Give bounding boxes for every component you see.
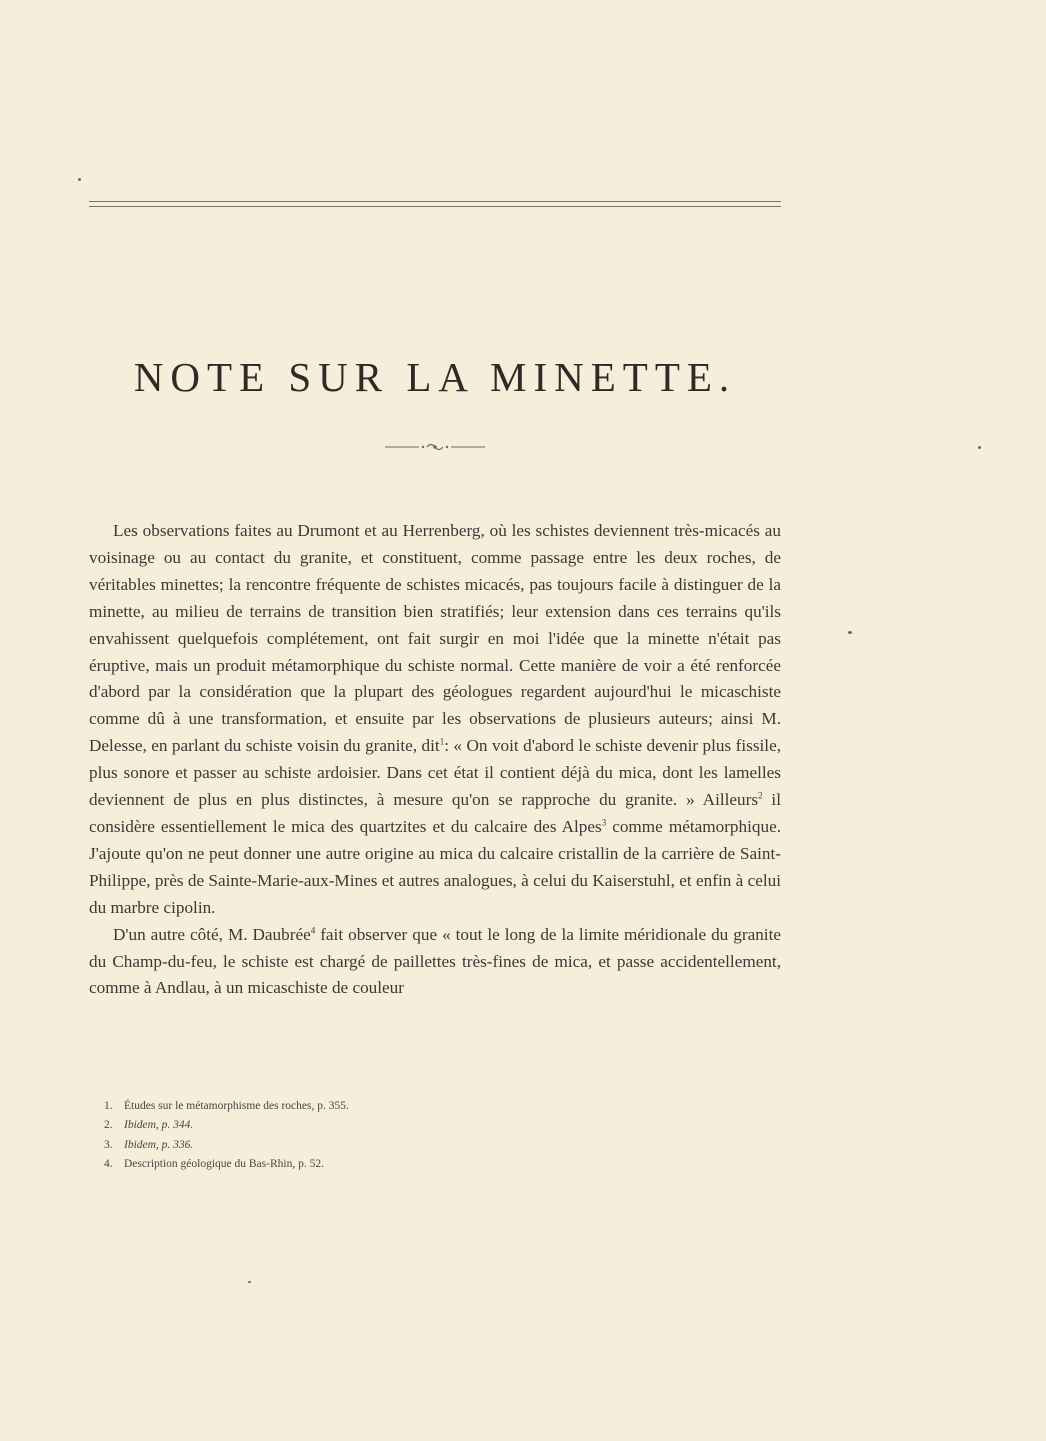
paragraph-1	[89, 518, 781, 922]
page-title: NOTE SUR LA MINETTE.	[133, 354, 737, 400]
footnote-2-number: 2.	[104, 1119, 113, 1132]
paragraph-1-text-3: il considère essentiellement le mica des quartzites et du calcaire des Alpes	[89, 790, 781, 836]
footnote-1-number: 1.	[104, 1100, 113, 1112]
footnote-3-number: 3.	[104, 1138, 113, 1151]
header-rule-secondary	[89, 206, 781, 207]
paper-speck	[78, 178, 81, 181]
footnote-4	[104, 1155, 764, 1174]
footnote-3-text: Ibidem, p. 336.	[124, 1138, 194, 1151]
footnote-ref-2: 2	[758, 790, 763, 801]
title-ornament-icon	[385, 440, 485, 454]
footnote-4-number: 4.	[104, 1158, 113, 1171]
paragraph-2-text-2: fait observer que « tout le long de la limite méridionale du granite du Champ-du-feu, le schiste est chargé de paillettes très-fines de mica, et passe accidentellement, comme à Andlau, à un micaschiste de couleur	[89, 924, 781, 998]
paper-speck	[248, 1281, 251, 1283]
footnote-1-text: Études sur le métamorphisme des roches, p. 355.	[124, 1100, 349, 1112]
paragraph-1-text-2: : « On voit d'abord le schiste devenir plus fissile, plus sonore et passer au schiste ardoisier. Dans cet état il contient déjà du mica, dont les lamelles deviennent de plus en plus distinctes, à mesure qu'on se rapproche du granite. » Ailleurs	[89, 736, 781, 810]
footnotes	[104, 1097, 764, 1175]
paragraph-2-text-1: D'un autre côté, M. Daubrée	[113, 924, 311, 944]
footnote-2-text: Ibidem, p. 344.	[124, 1119, 194, 1132]
body-text	[89, 518, 781, 1002]
footnote-ref-3: 3	[601, 817, 607, 828]
paper-speck	[978, 446, 981, 449]
footnote-3	[104, 1136, 764, 1155]
footnote-ref-4: 4	[310, 924, 316, 935]
footnote-2	[104, 1116, 764, 1135]
paragraph-1-text-1: Les observations faites au Drumont et au Herrenberg, où les schistes deviennent très-micacés au voisinage ou au contact du granite, et constituent, comme passage entre les deux roches, de véritables minettes; la rencontre fréquente de schistes micacés, pas toujours facile à distinguer de la minette, au milieu de terrains de transition bien stratifiés; leur extension dans ces terrains qu'ils envahissent quelquefois complétement, ont fait surgir en moi l'idée que la minette n'était pas éruptive, mais un produit métamorphique du schiste normal. Cette manière de voir a été renforcée d'abord par la considération que la plupart des géologues regardent aujourd'hui le micaschiste comme dû à une transformation, et ensuite par les observations de plusieurs auteurs; ainsi M. Delesse, en parlant du schiste voisin du granite, dit	[89, 521, 781, 756]
header-rule	[89, 201, 781, 202]
footnote-4-text: Description géologique du Bas-Rhin, p. 52.	[124, 1158, 324, 1171]
footnote-ref-1: 1	[439, 736, 445, 747]
paper-speck	[848, 631, 852, 634]
paragraph-2	[89, 922, 781, 1003]
footnote-1	[104, 1097, 764, 1116]
paragraph-1-text-4: comme métamorphique. J'ajoute qu'on ne peut donner une autre origine au mica du calcaire cristallin de la carrière de Saint-Philippe, près de Sainte-Marie-aux-Mines et autres analogues, à celui du Kaiserstuhl, et enfin à celui du marbre cipolin.	[89, 816, 781, 917]
